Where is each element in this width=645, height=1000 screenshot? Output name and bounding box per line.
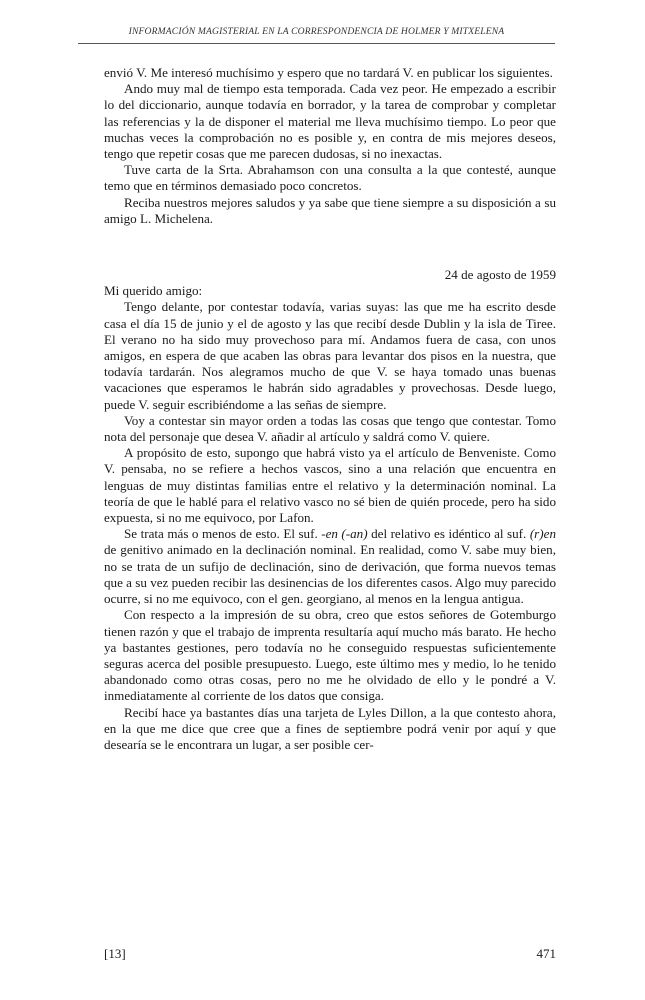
page-number: 471 bbox=[536, 946, 556, 961]
paragraph: Reciba nuestros mejores saludos y ya sabe que tiene siempre a su disposición a su amigo L. Michelena. bbox=[104, 194, 556, 226]
letter-date: 24 de agosto de 1959 bbox=[444, 267, 556, 283]
header-rule bbox=[78, 43, 555, 44]
paragraph: Recibí hace ya bastantes días una tarjeta de Lyles Dillon, a la que contesto ahora, en la que me dice que cree que a fines de septiembre podrá venir por aquí y que desearía se le encontrara un lugar, a ser posible cer- bbox=[104, 704, 556, 752]
text-run: de genitivo animado en la declinación nominal. En realidad, como V. sabe muy bien, no se trata de un sufijo de declinación, sino de derivación, que forma nuevos temas que a su vez pueden recibir las desinencias de los diferentes casos. Algo muy parecido ocurre, si no me equivoco, con el gen. georgiano, al menos en la lengua antigua. bbox=[104, 542, 556, 607]
footer-reference: [13] bbox=[104, 946, 126, 961]
text-run: del relativo es idéntico al suf. bbox=[367, 526, 530, 542]
suffix-ren: (r)en bbox=[529, 526, 556, 542]
paragraph bbox=[104, 526, 556, 607]
suffix-en: -en (-an) bbox=[321, 526, 368, 542]
text-run: Se trata más o menos de esto. El suf. bbox=[124, 526, 322, 542]
paragraph: Voy a contestar sin mayor orden a todas las cosas que tengo que contestar. Tomo nota del personaje que desea V. añadir al artículo y saldrá como V. quiere. bbox=[104, 412, 556, 445]
paragraph: Tengo delante, por contestar todavía, varias suyas: las que me ha escrito desde casa el día 15 de junio y el de agosto y las que recibí desde Dublin y la isla de Tiree. El verano no ha sido muy provechoso para mí. Andamos fuera de casa, con unos amigos, en espera de que acaben las obras para levantar dos pisos en la nuestra, que todavía tardarán. Nos alegramos mucho de que V. se haya tomado unas buenas vacaciones que esperamos le habrán sido agradables y provechosas. Desde luego, puede V. seguir escribiéndome a las señas de siempre. bbox=[104, 299, 556, 412]
paragraph: Tuve carta de la Srta. Abrahamson con una consulta a la que contesté, aunque temo que en términos demasiado poco concretos. bbox=[104, 162, 556, 194]
letter-greeting: Mi querido amigo: bbox=[104, 283, 203, 299]
paragraph: Con respecto a la impresión de su obra, creo que estos señores de Gotemburgo tienen razón y que el trabajo de imprenta resultaría aquí mucho más barato. He hecho ya bastantes gestiones, pero todavía no he conseguido respuestas suficientemente seguras acerca del posible presupuesto. Luego, este último mes y medio, lo he tenido abandonado como otras cosas, pero no me he olvidado de ello y le pondré a V. inmediatamente al corriente de los datos que consiga. bbox=[104, 607, 556, 704]
paragraph: A propósito de esto, supongo que habrá visto ya el artículo de Benveniste. Como V. pensaba, no se refiere a hechos vascos, sino a una relación que encuentra en lenguas de muy distintas familias entre el relativo y la determinación nominal. La teoría de que le hablé para el relativo vasco no sé bien de quién procede, pero ha sido expuesta, si no me equivoco, por Lafon. bbox=[104, 445, 556, 526]
section-gap bbox=[104, 227, 556, 267]
running-header: INFORMACIÓN MAGISTERIAL EN LA CORRESPONDENCIA DE HOLMER Y MITXELENA bbox=[128, 26, 505, 37]
paragraph: envió V. Me interesó muchísimo y espero que no tardará V. en publicar los siguientes. bbox=[104, 65, 553, 80]
body-text bbox=[104, 65, 556, 753]
paragraph: Ando muy mal de tiempo esta temporada. Cada vez peor. He empezado a escribir lo del diccionario, aunque todavía en borrador, y la tarea de comprobar y completar las referencias y la de disponer el material me lleva muchísimo tiempo. Lo peor que muchas veces la comprobación no es posible y, en contra de mis mejores deseos, tengo que repetir cosas que me parecen dudosas, si no inexactas. bbox=[104, 81, 556, 162]
